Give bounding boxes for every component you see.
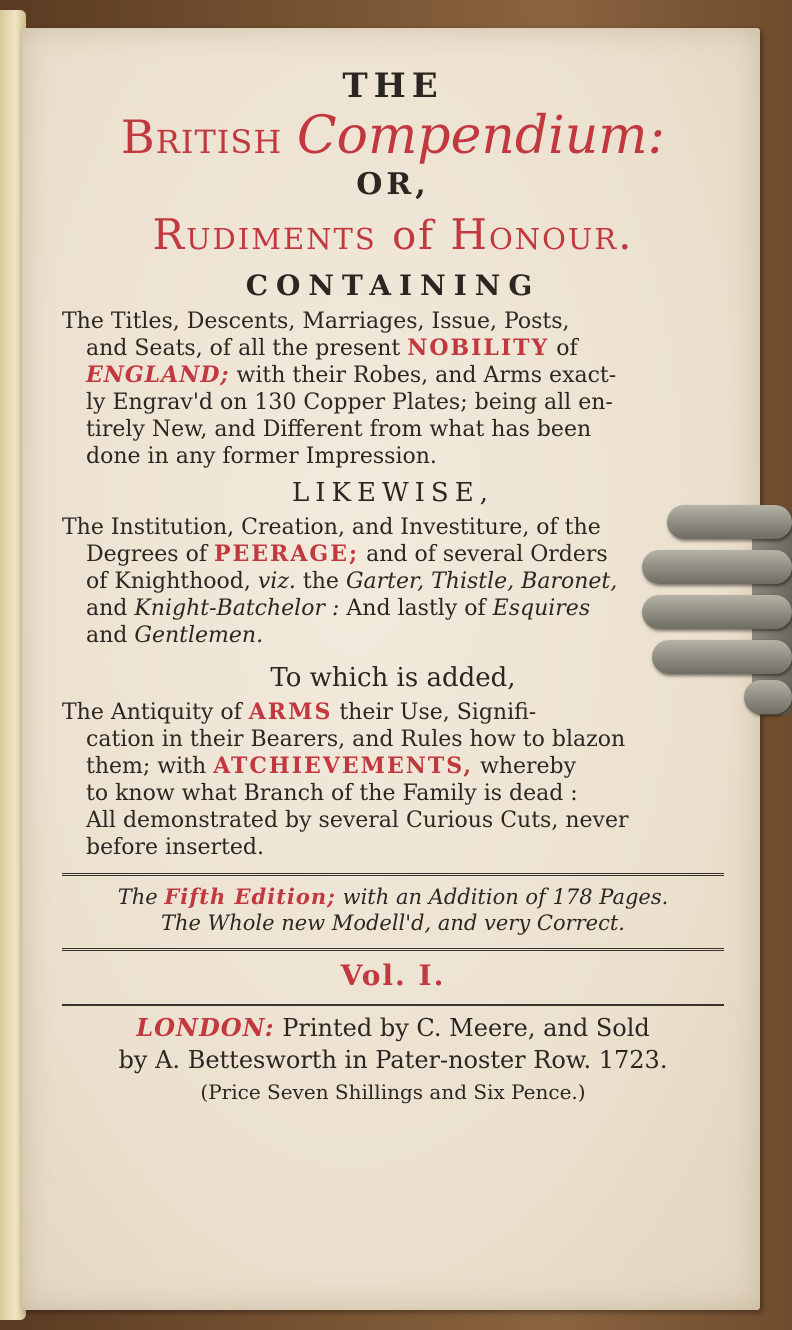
p3-line-3 <box>62 753 724 780</box>
p2-line-2-end: and of several Orders <box>366 542 608 567</box>
p2-line-3 <box>62 568 724 595</box>
p1-line-3 <box>62 362 724 389</box>
p3-line-1 <box>62 699 724 726</box>
p2-line-2-text: Degrees of <box>86 542 207 567</box>
p3-line-1-end: their Use, Signifi- <box>339 700 537 725</box>
main-title-word-british: British <box>120 110 283 164</box>
p2-peerage: PEERAGE; <box>213 541 360 567</box>
p1-line-2-text: and Seats, of all the present <box>86 336 401 361</box>
imprint-printer: Printed by C. Meere, and Sold <box>282 1014 650 1042</box>
p2-line-1: The Institution, Creation, and Investiture, of the <box>62 515 601 540</box>
edition-line-2: The Whole new Modell'd, and very Correct. <box>161 911 625 935</box>
p1-line-5: tirely New, and Different from what has been <box>86 417 592 442</box>
rule-above-edition <box>62 873 724 876</box>
p2-gentlemen: Gentlemen. <box>134 623 264 648</box>
subtitle <box>62 208 724 263</box>
imprint-city: LONDON: <box>136 1013 275 1042</box>
holder-thumb <box>744 680 792 714</box>
p2-and: and <box>86 596 128 621</box>
holder-finger-2 <box>642 550 792 584</box>
p2-line-2 <box>62 541 724 568</box>
holder-finger-4 <box>652 640 792 674</box>
p1-line-1: The Titles, Descents, Marriages, Issue, Posts, <box>62 309 570 334</box>
edition-addition: with an Addition of 178 Pages. <box>342 885 669 909</box>
price-line: (Price Seven Shillings and Six Pence.) <box>200 1080 586 1104</box>
likewise-heading: LIKEWISE, <box>292 478 494 508</box>
holder-finger-1 <box>667 505 792 539</box>
title-page-text <box>62 58 724 1104</box>
p3-line-5: All demonstrated by several Curious Cuts, never <box>86 808 629 833</box>
contents-paragraph-3 <box>62 699 724 861</box>
p3-arms: ARMS <box>248 699 333 725</box>
contents-paragraph-1 <box>62 308 724 470</box>
main-title <box>62 108 724 165</box>
p1-line-2-end: of <box>556 336 578 361</box>
p2-viz: viz. <box>257 569 296 594</box>
imprint-line-1 <box>62 1012 724 1044</box>
p1-line-2 <box>62 335 724 362</box>
p2-esquires: Esquires <box>492 596 591 621</box>
p2-lastly: And lastly of <box>346 596 486 621</box>
edition-line-1 <box>62 884 724 910</box>
p2-line-3-text: of Knighthood, <box>86 569 251 594</box>
p3-line-4: to know what Branch of the Family is dead : <box>86 781 578 806</box>
p1-line-4: ly Engrav'd on 130 Copper Plates; being all en- <box>86 390 613 415</box>
containing-heading: CONTAINING <box>245 269 541 302</box>
subtitle-word-honour: Honour. <box>450 210 634 259</box>
edition-the: The <box>117 885 158 909</box>
p2-the: the <box>302 569 339 594</box>
subtitle-word-rudiments: Rudiments <box>152 210 377 259</box>
imprint-line-2: by A. Bettesworth in Pater-noster Row. 1723. <box>118 1046 668 1074</box>
added-heading: To which is added, <box>270 663 516 693</box>
p2-orders: Garter, Thistle, Baronet, <box>345 569 618 594</box>
p2-line-4 <box>62 595 724 622</box>
p2-knight-batchelor: Knight-Batchelor : <box>134 596 340 621</box>
edition-statement <box>62 884 724 936</box>
holder-finger-3 <box>642 595 792 629</box>
p1-england: ENGLAND; <box>86 362 230 388</box>
p1-line-6: done in any former Impression. <box>86 444 437 469</box>
metal-page-holder <box>640 495 792 735</box>
p3-line-3-end: whereby <box>479 754 577 779</box>
p3-atchievements: ATCHIEVEMENTS, <box>213 753 473 779</box>
p3-line-6: before inserted. <box>86 835 264 860</box>
rule-above-volume <box>62 948 724 951</box>
p2-line-5 <box>62 622 724 649</box>
p1-line-3-text: with their Robes, and Arms exact- <box>236 363 617 388</box>
edition-fifth: Fifth Edition; <box>164 884 336 909</box>
imprint <box>62 1012 724 1076</box>
rule-above-imprint <box>62 1004 724 1006</box>
main-title-word-compendium: Compendium: <box>296 106 666 166</box>
subtitle-word-of: of <box>392 213 435 259</box>
heading-the: THE <box>342 66 444 106</box>
volume-label: Vol. I. <box>340 959 446 992</box>
p2-and-2: and <box>86 623 128 648</box>
p3-line-1-text: The Antiquity of <box>62 700 242 725</box>
or-line: OR, <box>356 167 430 202</box>
p3-line-2: cation in their Bearers, and Rules how to blazon <box>86 727 626 752</box>
p1-nobility: NOBILITY <box>407 335 550 361</box>
contents-paragraph-2 <box>62 514 724 649</box>
p3-line-3-text: them; with <box>86 754 207 779</box>
